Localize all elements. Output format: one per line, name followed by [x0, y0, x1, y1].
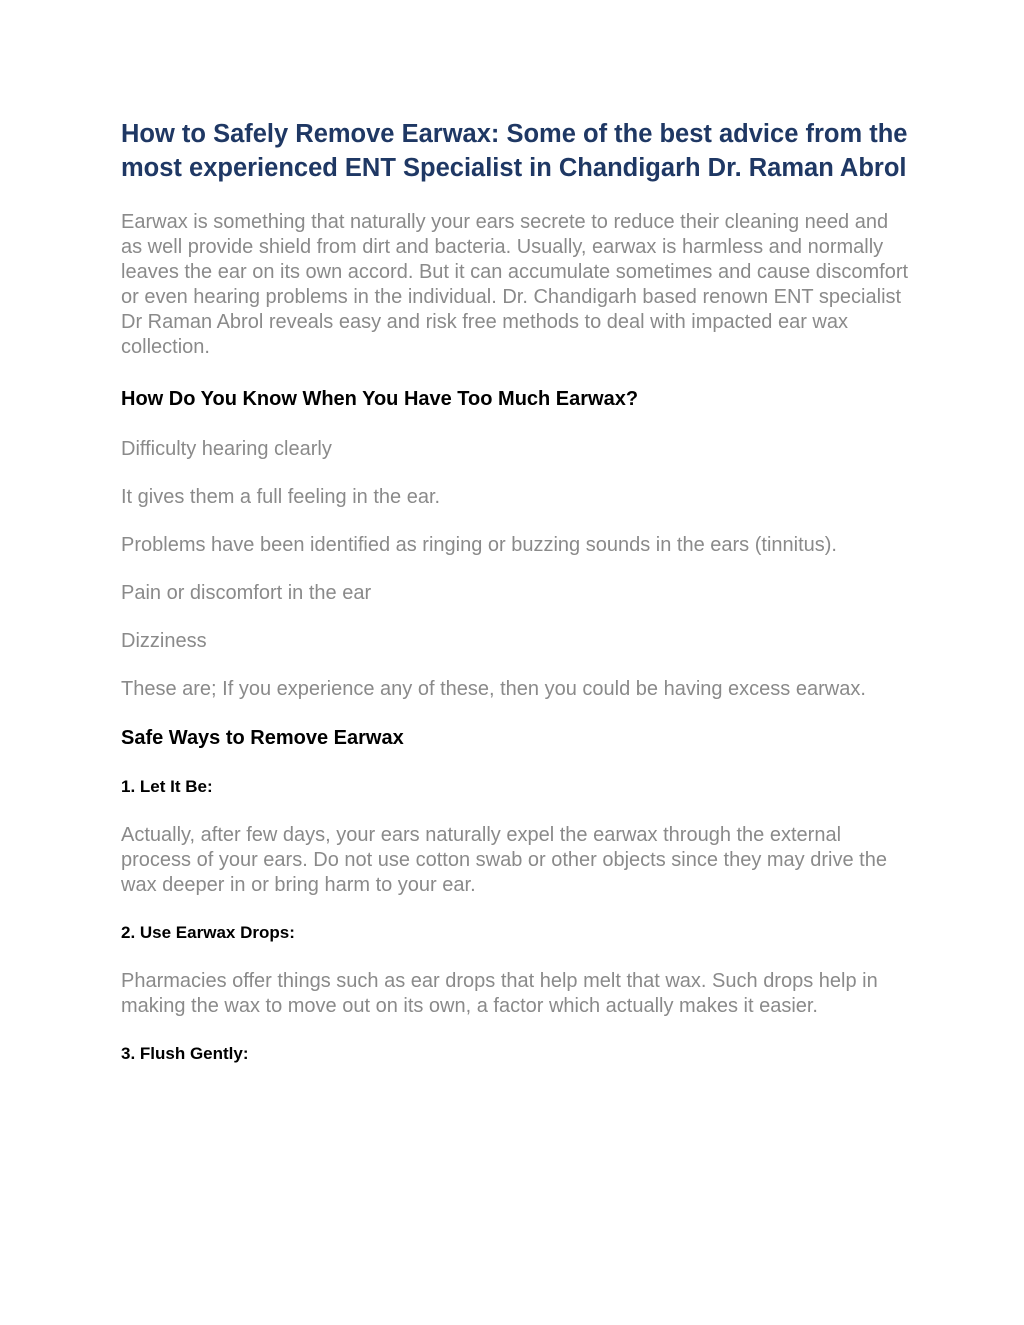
- page-title: How to Safely Remove Earwax: Some of the best advice from the most experienced ENT Specialist in Chandigarh Dr. Raman Abrol: [121, 120, 908, 182]
- symptom-item: Difficulty hearing clearly: [121, 438, 332, 460]
- symptoms-conclusion: These are; If you experience any of these, then you could be having excess earwax.: [121, 678, 866, 700]
- method-title: 2. Use Earwax Drops:: [121, 923, 295, 942]
- section-heading-removal: Safe Ways to Remove Earwax: [121, 727, 404, 749]
- method-title: 1. Let It Be:: [121, 777, 213, 796]
- method-text: Actually, after few days, your ears naturally expel the earwax through the external process of your ears. Do not use cotton swab or other objects since they may drive the wax deeper in or bring harm to your ear.: [121, 824, 887, 896]
- section-heading-symptoms: How Do You Know When You Have Too Much Earwax?: [121, 388, 639, 410]
- symptom-item: Problems have been identified as ringing or buzzing sounds in the ears (tinnitus).: [121, 534, 837, 556]
- symptom-item: Dizziness: [121, 630, 207, 652]
- document-page: [121, 118, 911, 1065]
- method-text: Pharmacies offer things such as ear drops that help melt that wax. Such drops help in making the wax to move out on its own, a factor which actually makes it easier.: [121, 970, 878, 1017]
- symptom-item: It gives them a full feeling in the ear.: [121, 486, 441, 508]
- intro-paragraph: Earwax is something that naturally your ears secrete to reduce their cleaning need and as well provide shield from dirt and bacteria. Usually, earwax is harmless and normally leaves the ear on its own accord. But it can accumulate sometimes and cause discomfort or even hearing problems in the individual. Dr. Chandigarh based renown ENT specialist Dr Raman Abrol reveals easy and risk free methods to deal with impacted ear wax collection.: [121, 211, 909, 358]
- symptom-item: Pain or discomfort in the ear: [121, 582, 372, 604]
- method-title: 3. Flush Gently:: [121, 1044, 249, 1063]
